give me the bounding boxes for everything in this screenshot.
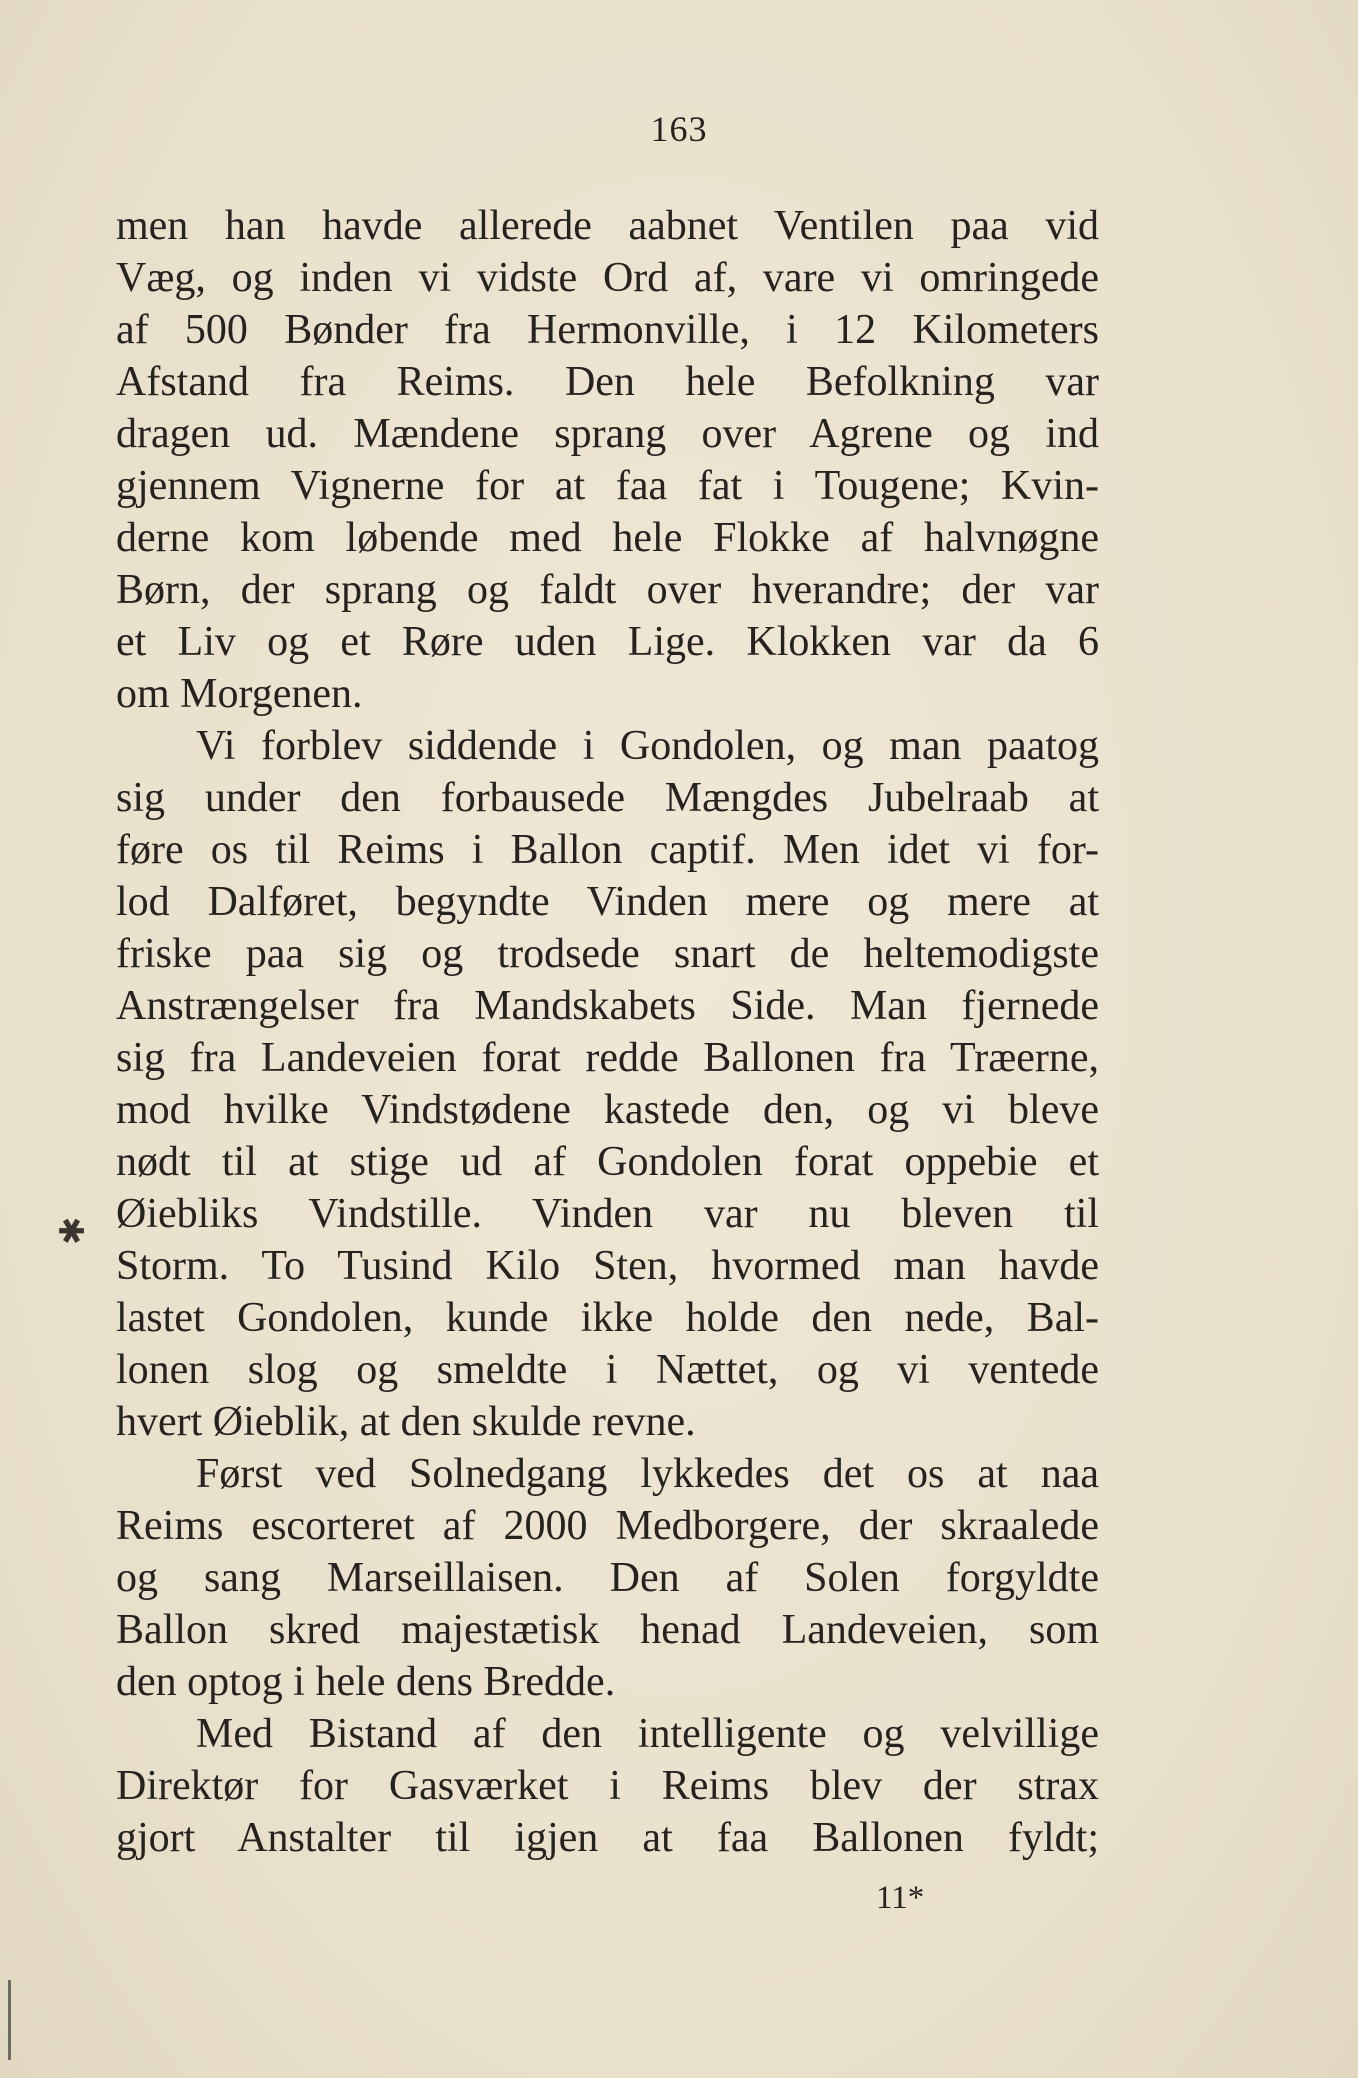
- text-line: et Liv og et Røre uden Lige. Klokken var da 6: [116, 619, 1099, 665]
- text-line: Væg, og inden vi vidste Ord af, vare vi omringede: [116, 255, 1099, 301]
- paragraph-2: [116, 720, 1099, 1448]
- text-line: Med Bistand af den intelligente og velvillige: [196, 1711, 1099, 1757]
- margin-mark: ✱: [50, 1209, 95, 1256]
- text-line: føre os til Reims i Ballon captif. Men idet vi for-: [116, 827, 1099, 873]
- text-line: Direktør for Gasværket i Reims blev der strax: [116, 1763, 1099, 1809]
- text-line: lod Dalføret, begyndte Vinden mere og mere at: [116, 879, 1099, 925]
- text-line: men han havde allerede aabnet Ventilen paa vid: [116, 203, 1099, 249]
- paragraph-4: [116, 1708, 1099, 1864]
- text-line: derne kom løbende med hele Flokke af halvnøgne: [116, 515, 1099, 561]
- text-line: Først ved Solnedgang lykkedes det os at naa: [196, 1451, 1099, 1497]
- text-line: Vi forblev siddende i Gondolen, og man paatog: [196, 723, 1099, 769]
- text-line: om Morgenen.: [116, 671, 363, 717]
- text-line: lonen slog og smeldte i Nættet, og vi ventede: [116, 1347, 1099, 1393]
- text-line: af 500 Bønder fra Hermonville, i 12 Kilometers: [116, 307, 1099, 353]
- text-line: nødt til at stige ud af Gondolen forat oppebie et: [116, 1139, 1099, 1185]
- text-line: hvert Øieblik, at den skulde revne.: [116, 1399, 696, 1445]
- page-number: 163: [650, 109, 708, 149]
- text-line: sig under den forbausede Mængdes Jubelraab at: [116, 775, 1099, 821]
- text-line: friske paa sig og trodsede snart de heltemodigste: [116, 931, 1099, 977]
- body-text: [116, 200, 1099, 1864]
- page-edge-line: [8, 1980, 11, 2060]
- text-line: Børn, der sprang og faldt over hverandre; der var: [116, 567, 1099, 613]
- text-line: gjennem Vignerne for at faa fat i Tougene; Kvin-: [116, 463, 1099, 509]
- text-line: dragen ud. Mændene sprang over Agrene og ind: [116, 411, 1099, 457]
- signature-mark: 11*: [876, 1880, 925, 1916]
- text-line: Ballon skred majestætisk henad Landeveien, som: [116, 1607, 1099, 1653]
- text-line: Reims escorteret af 2000 Medborgere, der skraalede: [116, 1503, 1099, 1549]
- text-line: den optog i hele dens Bredde.: [116, 1659, 616, 1705]
- text-line: mod hvilke Vindstødene kastede den, og vi bleve: [116, 1087, 1099, 1133]
- paragraph-3: [116, 1448, 1099, 1708]
- text-line: Anstrængelser fra Mandskabets Side. Man fjernede: [116, 983, 1099, 1029]
- text-line: gjort Anstalter til igjen at faa Ballonen fyldt;: [116, 1815, 1099, 1861]
- text-line: Øiebliks Vindstille. Vinden var nu bleven til: [116, 1191, 1099, 1237]
- text-line: sig fra Landeveien forat redde Ballonen fra Træerne,: [116, 1035, 1099, 1081]
- text-line: Afstand fra Reims. Den hele Befolkning var: [116, 359, 1099, 405]
- text-line: lastet Gondolen, kunde ikke holde den nede, Bal-: [116, 1295, 1099, 1341]
- paragraph-1: [116, 200, 1099, 720]
- text-line: og sang Marseillaisen. Den af Solen forgyldte: [116, 1555, 1099, 1601]
- text-line: Storm. To Tusind Kilo Sten, hvormed man havde: [116, 1243, 1099, 1289]
